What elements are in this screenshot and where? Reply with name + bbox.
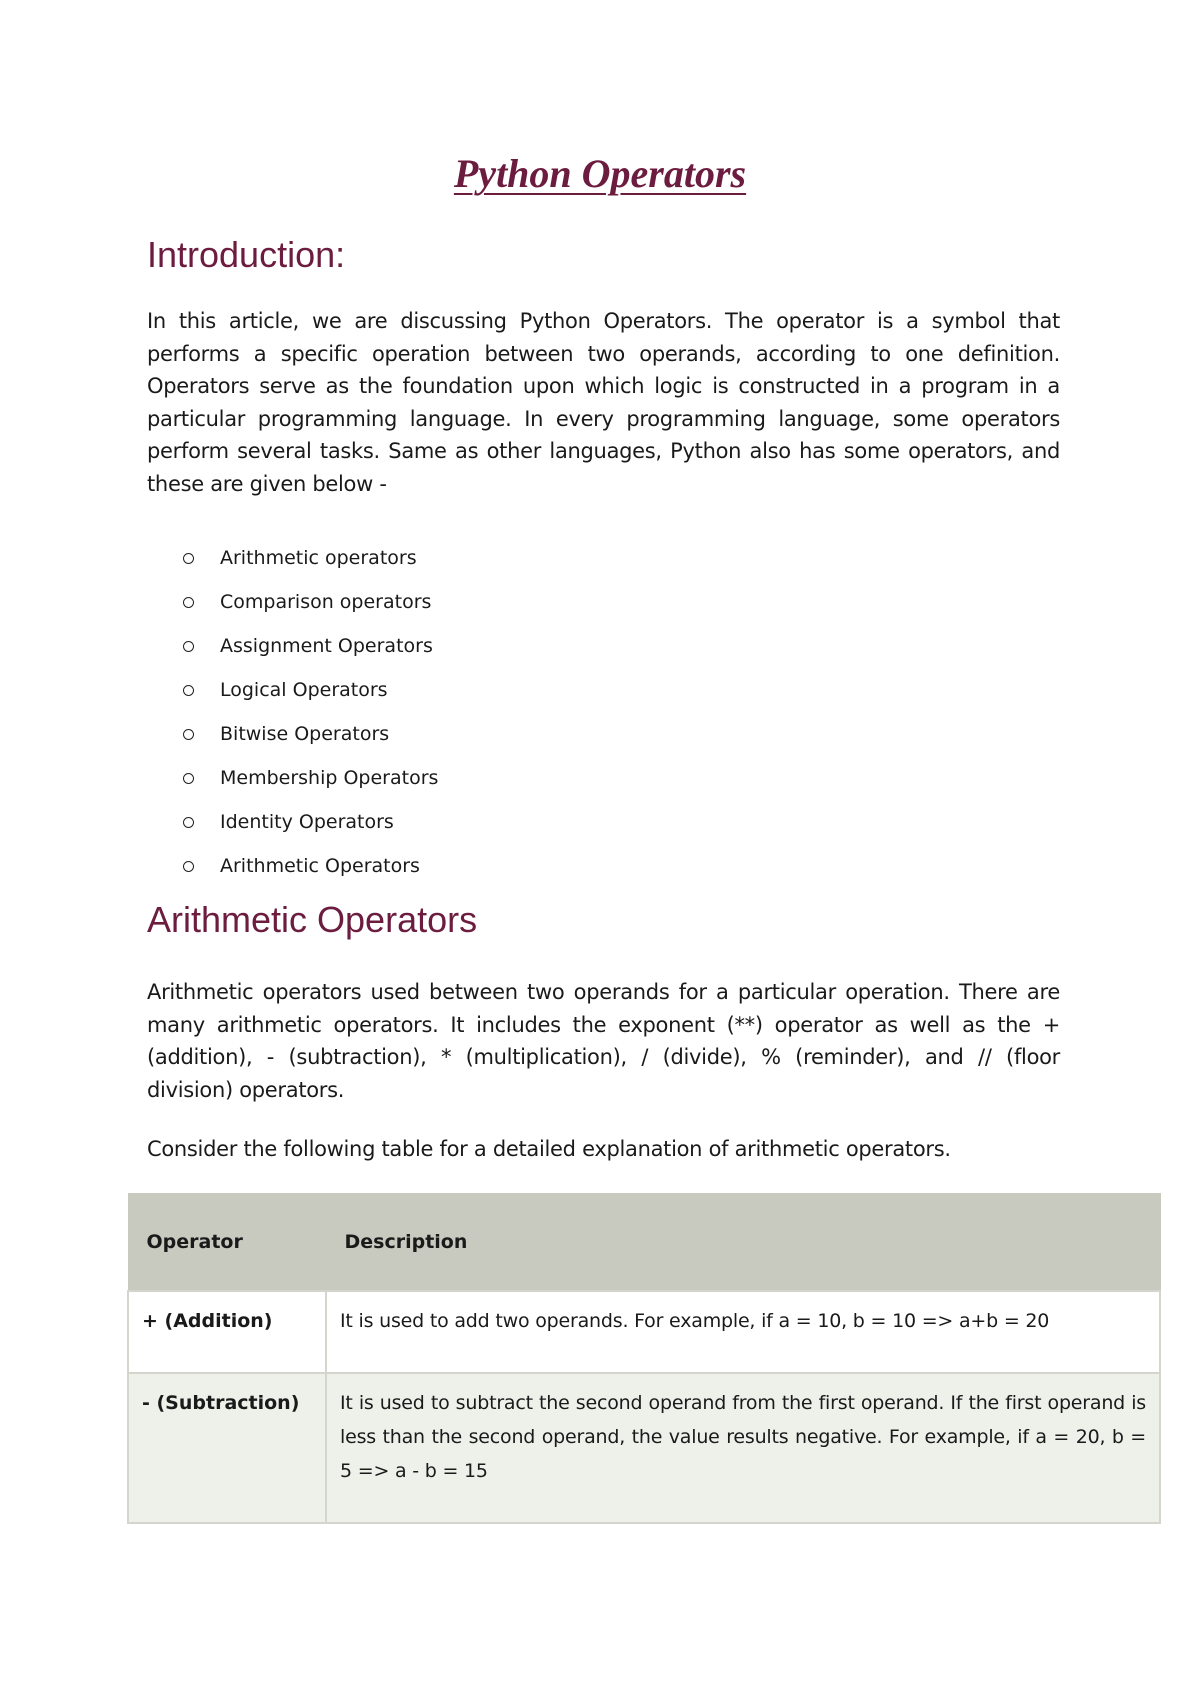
list-item-label: Arithmetic operators: [220, 547, 417, 569]
list-item: [183, 756, 438, 800]
circle-bullet-icon: [183, 773, 194, 784]
arithmetic-operators-table: [127, 1193, 1161, 1524]
table-row: [128, 1373, 1160, 1523]
operator-type-list: [183, 536, 438, 888]
description-cell: It is used to subtract the second operand from the first operand. If the first operand is less than the second operand, the value results negative. For example, if a = 20, b = 5 => a - b = 15: [326, 1373, 1160, 1523]
circle-bullet-icon: [183, 685, 194, 696]
arithmetic-paragraph: Arithmetic operators used between two operands for a particular operation. There are many arithmetic operators. It includes the exponent (**) operator as well as the + (addition), - (subtraction), * (multiplication), / (divide), % (reminder), and // (floor division) operators.: [147, 980, 1060, 1102]
list-item: [183, 536, 438, 580]
operator-cell: - (Subtraction): [128, 1373, 326, 1523]
table-intro-paragraph: Consider the following table for a detailed explanation of arithmetic operators.: [147, 1137, 951, 1161]
description-cell: It is used to add two operands. For example, if a = 10, b = 10 => a+b = 20: [326, 1291, 1160, 1373]
list-item: [183, 624, 438, 668]
introduction-heading: Introduction:: [147, 234, 346, 275]
list-item: [183, 580, 438, 624]
introduction-paragraph: In this article, we are discussing Python Operators. The operator is a symbol that performs a specific operation between two operands, according to one definition. Operators serve as the foundation upon which logic is constructed in a program in a particular programming language. In every programming language, some operators perform several tasks. Same as other languages, Python also has some operators, and these are given below -: [147, 309, 1060, 496]
operator-cell: + (Addition): [128, 1291, 326, 1373]
list-item: [183, 844, 438, 888]
circle-bullet-icon: [183, 641, 194, 652]
arithmetic-operators-heading: Arithmetic Operators: [147, 899, 478, 940]
column-header-description: Description: [326, 1194, 1160, 1292]
table-row: [128, 1291, 1160, 1373]
page-title: Python Operators: [453, 151, 747, 196]
circle-bullet-icon: [183, 861, 194, 872]
table-header-row: [128, 1194, 1160, 1292]
list-item-label: Arithmetic Operators: [220, 855, 420, 877]
list-item: [183, 668, 438, 712]
list-item-label: Logical Operators: [220, 679, 388, 701]
list-item-label: Comparison operators: [220, 591, 432, 613]
list-item: [183, 800, 438, 844]
circle-bullet-icon: [183, 553, 194, 564]
column-header-operator: Operator: [128, 1194, 326, 1292]
list-item-label: Identity Operators: [220, 811, 394, 833]
list-item-label: Bitwise Operators: [220, 723, 390, 745]
list-item-label: Membership Operators: [220, 767, 439, 789]
circle-bullet-icon: [183, 817, 194, 828]
list-item-label: Assignment Operators: [220, 635, 433, 657]
list-item: [183, 712, 438, 756]
circle-bullet-icon: [183, 597, 194, 608]
circle-bullet-icon: [183, 729, 194, 740]
